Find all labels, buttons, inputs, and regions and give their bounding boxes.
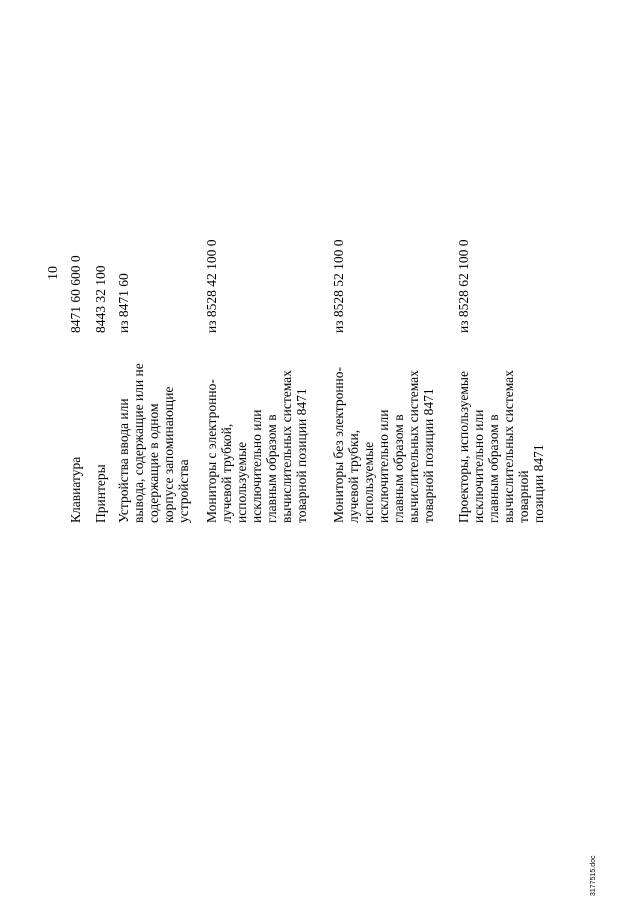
rotated-table-page [46, 0, 546, 523]
row-description: Мониторы с электронно- лучевой трубкой, используемые исключительно или главным образом в вычислительных системах товарной позиции 8471 [204, 370, 309, 523]
row-description: Устройства ввода или вывода, содержащие или не содержащие в одном корпусе запоминающие устройства [116, 363, 191, 523]
row-code: 8471 60 600 0 [68, 255, 83, 333]
row-code: 8443 32 100 [93, 265, 108, 333]
row-description: Проекторы, используемые исключительно или главным образом в вычислительных системах товарной позиции 8471 [456, 370, 546, 523]
row-code: из 8528 62 100 0 [456, 239, 471, 333]
row-code: из 8528 42 100 0 [204, 239, 219, 333]
page-number: 10 [46, 266, 61, 280]
document-id: 3177515.doc [590, 855, 597, 896]
row-description: Принтеры [93, 464, 108, 523]
row-description: Мониторы без электронно- лучевой трубки, используемые исключительно или главным образом в вычислительных системах товарной позиции 8471 [331, 366, 436, 523]
row-description: Клавиатура [68, 456, 83, 523]
row-code: из 8471 60 [116, 273, 131, 333]
row-code: из 8528 52 100 0 [331, 239, 346, 333]
document-id-footer [588, 855, 600, 900]
